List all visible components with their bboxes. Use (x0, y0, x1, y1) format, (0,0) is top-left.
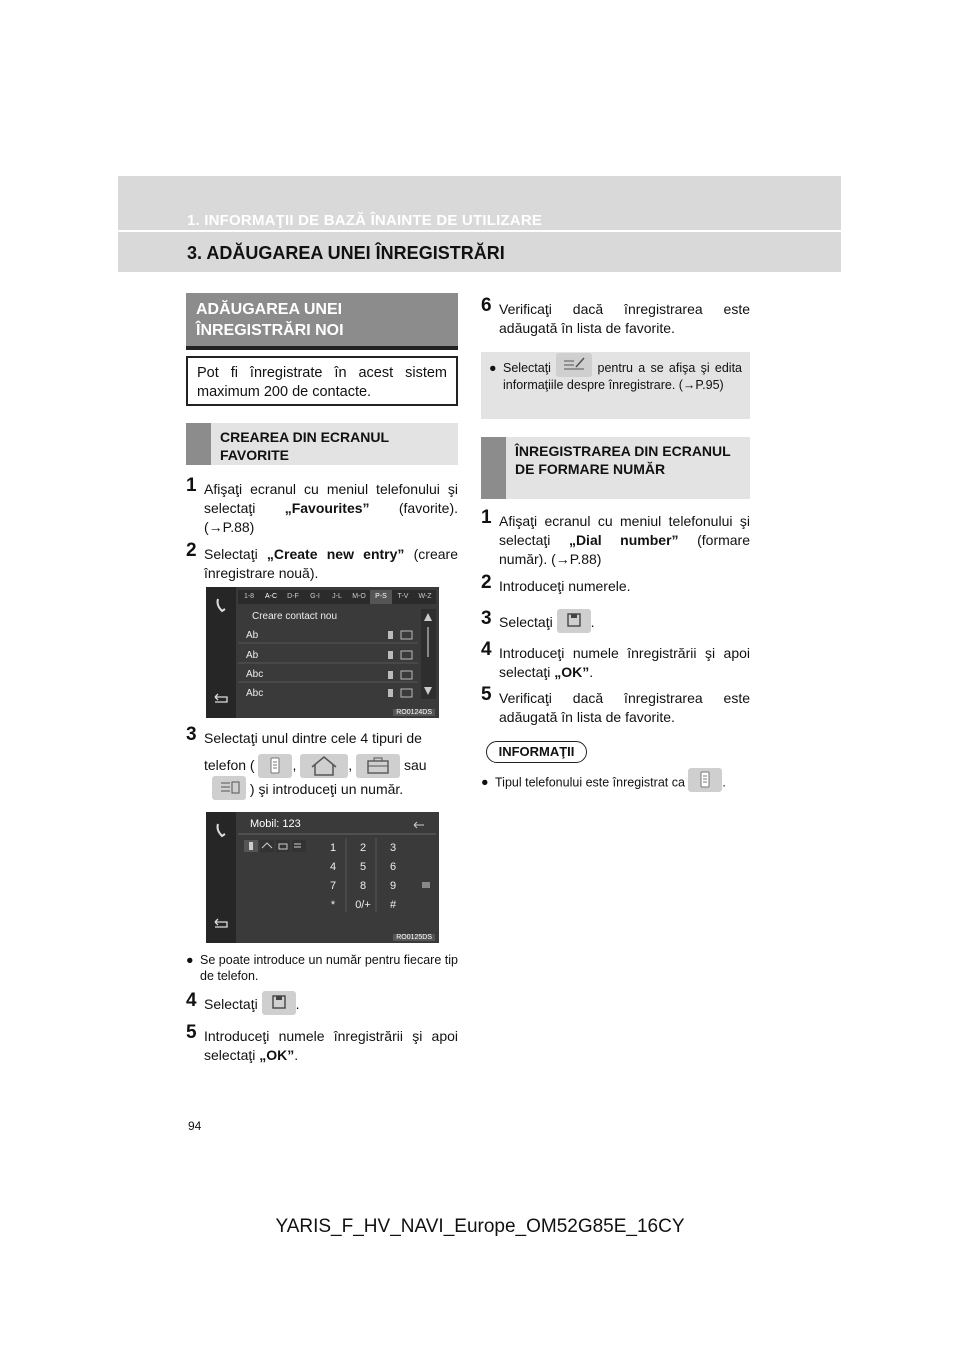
header-divider (118, 230, 841, 232)
bullet-icon: ● (186, 953, 194, 967)
key: 4 (329, 861, 337, 873)
note-text-end: pentru a se afişa şi edita informaţiile despre înregistrare. (→P.95) (503, 361, 742, 392)
step-text-end: (favorite). (→P.88) (204, 500, 459, 535)
step-text: Introduceţi numele înregistrării şi apoi selectaţi (499, 645, 750, 680)
key: 5 (359, 861, 367, 873)
right-step-1 (481, 507, 750, 569)
subheading-favorites (186, 423, 458, 465)
left-step-3 (186, 724, 458, 779)
edit-icon (556, 353, 592, 377)
step-text: Introduceţi numele înregistrării şi apoi selectaţi (204, 1028, 458, 1063)
tab-label: M-O (352, 593, 366, 600)
step-number: 3 (481, 608, 492, 629)
left-note (186, 952, 458, 984)
subheading-dial (481, 437, 750, 499)
note-text: Selectaţi (503, 361, 551, 375)
info-label: INFORMAŢII (486, 741, 587, 763)
left-step-2 (186, 540, 458, 583)
step-bold-text: „Create new entry” (266, 546, 405, 562)
step-number: 4 (481, 639, 492, 660)
key: * (330, 899, 336, 911)
right-step-3 (481, 608, 750, 633)
subheading-text: CREAREA DIN ECRANUL FAVORITE (220, 429, 389, 463)
step-text: Afişaţi ecranul cu meniul telefonului şi selectaţi (499, 513, 750, 548)
step-text: Introduceţi numerele. (499, 578, 631, 594)
step-text: Selectaţi (204, 996, 258, 1012)
tab-label: T-V (397, 593, 409, 600)
right-note-box (481, 352, 750, 419)
subheading-text: ÎNREGISTRAREA DIN ECRANUL DE FORMARE NUMĂR (515, 443, 731, 477)
key: 7 (329, 880, 337, 892)
tab-label: A-C (264, 593, 278, 600)
step-text-end: . (294, 1047, 299, 1063)
left-step-4 (186, 990, 458, 1015)
tab-label: D-F (287, 593, 299, 600)
step-number: 6 (481, 295, 492, 316)
key: 2 (359, 842, 367, 854)
left-step-5 (186, 1022, 458, 1065)
right-step-5 (481, 684, 750, 727)
key: 6 (389, 861, 397, 873)
screen-row: Ab (246, 650, 259, 661)
right-step-4 (481, 639, 750, 682)
step-text-end: . (589, 664, 594, 680)
key: 1 (329, 842, 337, 854)
left-step-3-continued (212, 780, 458, 800)
step-number: 2 (481, 572, 492, 593)
image-code: RO0124DS (393, 709, 435, 716)
key: 0/+ (355, 899, 371, 911)
step-text: Selectaţi (499, 614, 553, 630)
number-field: Mobil: 123 (250, 818, 301, 830)
left-step-1 (186, 475, 459, 537)
step-text: Selectaţi (204, 546, 267, 562)
key: 8 (359, 880, 367, 892)
step-text: Verificaţi dacă înregistrarea este adăugată în lista de favorite. (499, 301, 750, 336)
step-bold-text: „OK” (554, 664, 590, 680)
info-note (481, 774, 761, 792)
step-text: Verificaţi dacă înregistrarea este adăugată în lista de favorite. (499, 690, 750, 725)
mobile-phone-icon (688, 768, 722, 792)
step-number: 2 (186, 540, 197, 561)
work-briefcase-icon (356, 754, 400, 778)
step-separator: , (348, 757, 353, 773)
note-text-end: . (722, 775, 726, 790)
bullet-icon: ● (481, 775, 489, 789)
screen-row-create: Creare contact nou (252, 611, 338, 622)
key: 3 (389, 842, 397, 854)
image-code: RO0125DS (393, 934, 435, 941)
step-number: 1 (481, 507, 492, 528)
note-text: Se poate introduce un număr pentru fiecare tip de telefon. (200, 953, 458, 983)
save-icon (262, 991, 296, 1015)
topic-title: ADĂUGAREA UNEI ÎNREGISTRĂRI NOI (186, 293, 458, 350)
screen-row: Ab (246, 630, 259, 641)
bullet-icon: ● (489, 361, 497, 375)
dial-screen-image (206, 812, 439, 943)
step-text-end: ) şi introduceţi un număr. (249, 781, 404, 797)
step-text-end: (creare înregistrare nouă). (204, 546, 458, 581)
step-text: Afişaţi ecranul cu meniul telefonului şi selectaţi (204, 481, 458, 516)
mobile-phone-icon (258, 754, 292, 778)
key: 9 (389, 880, 397, 892)
home-icon (300, 754, 348, 778)
key: # (389, 899, 397, 911)
step-number: 3 (186, 724, 197, 745)
tab-label: W-Z (418, 593, 432, 600)
screen-row: Abc (246, 688, 264, 699)
tab-label-selected: P-S (370, 590, 392, 604)
step-text: Selectaţi unul dintre cele 4 tipuri de telefon ( (204, 730, 422, 773)
step-bold-text: „Dial number” (568, 532, 679, 548)
chapter-title: 1. INFORMAŢII DE BAZĂ ÎNAINTE DE UTILIZARE (187, 212, 543, 229)
right-step-6 (481, 295, 750, 338)
step-bold-text: „Favourites” (284, 500, 370, 516)
page-number: 94 (188, 1119, 202, 1133)
step-text-end: (formare număr). (→P.88) (499, 532, 750, 567)
step-number: 1 (186, 475, 197, 496)
other-phone-icon (212, 776, 246, 800)
screen-row: Abc (246, 669, 264, 680)
section-title: 3. ADĂUGAREA UNEI ÎNREGISTRĂRI (187, 243, 505, 263)
tab-label: 1-8 (243, 593, 255, 600)
save-icon (557, 609, 591, 633)
step-bold-text: „OK” (259, 1047, 295, 1063)
note-text: Tipul telefonului este înregistrat ca (495, 775, 685, 790)
tab-label: J-L (332, 593, 342, 600)
step-text-end: . (590, 614, 595, 630)
step-number: 5 (481, 684, 492, 705)
document-code: YARIS_F_HV_NAVI_Europe_OM52G85E_16CY (275, 1216, 685, 1237)
favorites-screen-image (206, 587, 439, 718)
step-number: 5 (186, 1022, 197, 1043)
right-step-2 (481, 572, 750, 596)
tab-label: G-I (310, 593, 320, 600)
favorites-screen-drawing (206, 587, 439, 718)
step-separator: , (292, 757, 297, 773)
keypad (318, 839, 408, 915)
step-text-end: . (295, 996, 300, 1012)
intro-box: Pot fi înregistrate în acest sistem maximum 200 de contacte. (186, 356, 458, 406)
step-number: 4 (186, 990, 197, 1011)
step-text: sau (403, 757, 427, 773)
